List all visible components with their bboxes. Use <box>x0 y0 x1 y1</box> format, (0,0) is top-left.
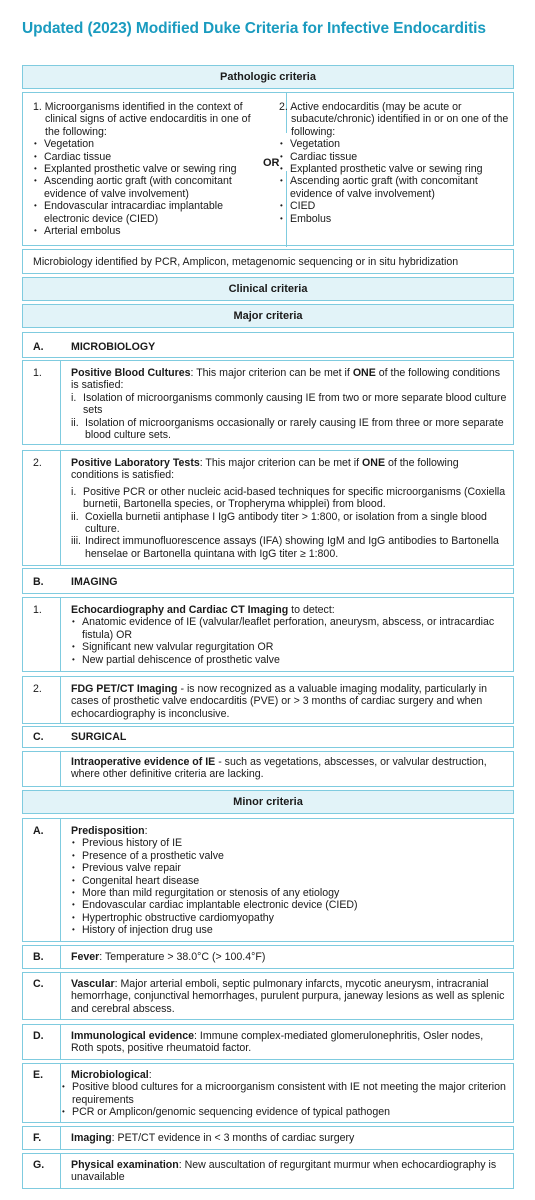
minor-a-text: : <box>144 825 148 837</box>
pathologic-right-item: • Vegetation <box>279 138 511 150</box>
a1-item-number: i. <box>71 391 77 404</box>
minor-e-list <box>61 1081 507 1118</box>
pathologic-right-item: • Cardiac tissue <box>279 151 511 163</box>
minor-e-row <box>22 1063 514 1123</box>
minor-d-text: : Immune complex-mediated glomerulonephritis, Osler nodes, Roth spots, positive rheumatoid factor. <box>71 1030 484 1055</box>
minor-f-text: : PET/CT evidence in < 3 months of cardiac surgery <box>111 1132 355 1144</box>
major-b1-row <box>22 597 514 672</box>
a2-item-text: Positive PCR or other nucleic acid-based techniques for specific microorganisms (Coxiella burnetii, Bartonella species, or Tropheryma whipplei) from blood. <box>83 485 506 511</box>
minor-d-row <box>22 1024 514 1060</box>
pathologic-right-item: • Embolus <box>279 213 511 225</box>
pathologic-left-intro: 1. Microorganisms identified in the context of clinical signs of active endocarditis in one of the following: <box>33 101 251 138</box>
page-title: Updated (2023) Modified Duke Criteria for Infective Endocarditis <box>22 20 486 37</box>
section-c-header <box>22 726 514 748</box>
minor-b-row <box>22 945 514 969</box>
a2-text: : This major criterion can be met if <box>199 457 363 469</box>
clinical-criteria-header <box>22 277 514 301</box>
minor-a-item: • Endovascular cardiac implantable electronic device (CIED) <box>71 899 507 911</box>
pathologic-left-column <box>33 101 265 237</box>
minor-a-item: • More than mild regurgitation or stenosis of any etiology <box>71 887 507 899</box>
minor-e-item: • PCR or Amplicon/genomic sequencing evidence of typical pathogen <box>61 1106 507 1118</box>
minor-a-item: • Congenital heart disease <box>71 875 507 887</box>
section-a-title: MICROBIOLOGY <box>71 341 156 353</box>
pathologic-right-item: • Explanted prosthetic valve or sewing ring <box>279 163 511 175</box>
b2-description <box>71 683 507 720</box>
minor-b-text: : Temperature > 38.0°C (> 100.4°F) <box>99 951 266 963</box>
c1-title: Intraoperative evidence of IE <box>71 756 216 768</box>
b1-title: Echocardiography and Cardiac CT Imaging <box>71 604 289 616</box>
a2-item-text: Indirect immunofluorescence assays (IFA) showing IgM and IgG antibodies to Bartonella henselae or Bartonella quintana with IgG titer ≥ 1:800. <box>85 535 499 560</box>
minor-b-letter: B. <box>23 946 61 968</box>
minor-e-item: • Positive blood cultures for a microorganism consistent with IE not meeting the major criterion requirements <box>61 1081 507 1106</box>
b1-list <box>71 616 507 666</box>
b1-description <box>71 604 507 616</box>
microbiology-note: Microbiology identified by PCR, Amplicon, metagenomic sequencing or in situ hybridization <box>33 256 459 268</box>
minor-a-row <box>22 818 514 942</box>
pathologic-left-item: • Ascending aortic graft (with concomitant evidence of valve involvement) <box>33 175 265 200</box>
b2-number: 2. <box>23 677 61 723</box>
minor-a-title: Predisposition <box>71 825 145 837</box>
minor-b-title: Fever <box>71 951 100 963</box>
major-c1-row <box>22 751 514 787</box>
minor-a-list <box>71 837 507 936</box>
minor-g-letter: G. <box>23 1154 61 1188</box>
a2-description <box>71 457 507 482</box>
section-b-header <box>22 568 514 594</box>
minor-f-row <box>22 1126 514 1150</box>
section-b-letter: B. <box>33 576 44 588</box>
pathologic-left-item: • Vegetation <box>33 138 265 150</box>
major-a2-row <box>22 450 514 566</box>
a2-item <box>71 535 507 560</box>
minor-c-text: : Major arterial emboli, septic pulmonary infarcts, mycotic aneurysm, intracranial hemorrhage, conjunctival hemorrhages, purulent purpura, janeway lesions as well as splenic and cerebral abscess. <box>71 978 505 1015</box>
minor-c-title: Vascular <box>71 978 115 990</box>
major-criteria-header <box>22 304 514 328</box>
minor-e-title: Microbiological <box>71 1069 149 1081</box>
pathologic-left-item: • Cardiac tissue <box>33 151 265 163</box>
c1-number-cell <box>23 752 61 786</box>
b2-text: - is now recognized as a valuable imaging modality, particularly in cases of prosthetic valve endocarditis (PVE) or > 3 months of cardiac surgery and when echocardiography is inconclusive. <box>71 683 488 720</box>
a2-list <box>71 486 507 560</box>
a1-description <box>71 367 507 392</box>
minor-g-text: : New auscultation of regurgitant murmur when echocardiography is unavailable <box>71 1159 497 1184</box>
or-label: OR <box>263 157 280 169</box>
minor-a-item: • Previous valve repair <box>71 862 507 874</box>
minor-criteria-header <box>22 790 514 814</box>
pathologic-left-list <box>33 138 265 237</box>
section-a-letter: A. <box>33 341 44 353</box>
c1-description <box>71 756 507 781</box>
a2-one: ONE <box>362 457 386 469</box>
b1-item: • Significant new valvular regurgitation OR <box>71 641 507 653</box>
pathologic-right-item: • CIED <box>279 200 511 212</box>
minor-a-item: • Hypertrophic obstructive cardiomyopathy <box>71 912 507 924</box>
b1-text: to detect: <box>288 604 335 616</box>
a1-item-number: ii. <box>71 416 79 429</box>
minor-f-letter: F. <box>23 1127 61 1149</box>
pathologic-right-item: • Ascending aortic graft (with concomitant evidence of valve involvement) <box>279 175 511 200</box>
major-a1-row <box>22 360 514 445</box>
pathologic-criteria-title: Pathologic criteria <box>220 71 316 83</box>
minor-g-title: Physical examination <box>71 1159 179 1171</box>
pathologic-left-item: • Arterial embolus <box>33 225 265 237</box>
minor-c-letter: C. <box>23 973 61 1019</box>
section-c-letter: C. <box>33 731 44 743</box>
a1-text2: of the following conditions is satisfied: <box>71 367 501 392</box>
microbiology-note-row <box>22 249 514 274</box>
section-c-title: SURGICAL <box>71 731 127 743</box>
clinical-criteria-title: Clinical criteria <box>228 283 308 295</box>
minor-g-row <box>22 1153 514 1189</box>
pathologic-left-item: • Explanted prosthetic valve or sewing ring <box>33 163 265 175</box>
a1-list <box>71 392 507 442</box>
a1-text: : This major criterion can be met if <box>190 367 353 379</box>
b1-item: • New partial dehiscence of prosthetic valve <box>71 654 507 666</box>
a2-item-number: i. <box>71 485 77 498</box>
a1-item-text: Isolation of microorganisms occasionally or rarely causing IE from three or more separate blood culture sets. <box>85 416 504 442</box>
pathologic-left-item: • Endovascular intracardiac implantable electronic device (CIED) <box>33 200 265 225</box>
minor-e-text: : <box>148 1069 152 1081</box>
a1-item-text: Isolation of microorganisms commonly causing IE from two or more separate blood culture sets <box>83 391 507 417</box>
b1-item: • Anatomic evidence of IE (valvular/leaflet perforation, aneurysm, abscess, or intracardiac fistula) OR <box>71 616 507 641</box>
pathologic-right-list <box>279 138 511 225</box>
a1-title: Positive Blood Cultures <box>71 367 191 379</box>
minor-criteria-title: Minor criteria <box>233 796 303 808</box>
minor-a-letter: A. <box>23 819 61 941</box>
a2-item <box>71 486 507 511</box>
a1-item <box>71 392 507 417</box>
minor-e-description <box>71 1069 507 1081</box>
b1-number: 1. <box>23 598 61 671</box>
a2-item <box>71 511 507 536</box>
a2-item-number: iii. <box>71 535 82 548</box>
minor-c-row <box>22 972 514 1020</box>
a1-number: 1. <box>23 361 61 444</box>
minor-d-title: Immunological evidence <box>71 1030 195 1042</box>
minor-a-item: • History of injection drug use <box>71 924 507 936</box>
pathologic-criteria-header <box>22 65 514 89</box>
minor-e-letter: E. <box>23 1064 61 1122</box>
section-b-title: IMAGING <box>71 576 118 588</box>
minor-f-title: Imaging <box>71 1132 112 1144</box>
pathologic-right-column <box>279 101 511 225</box>
major-b2-row <box>22 676 514 724</box>
pathologic-right-intro: 2. Active endocarditis (may be acute or subacute/chronic) identified in or on one of the following: <box>279 101 509 138</box>
a2-text2: of the following conditions is satisfied: <box>71 457 459 482</box>
a2-item-text: Coxiella burnetii antiphase I IgG antibody titer > 1:800, or isolation from a single blood culture. <box>85 510 487 536</box>
a2-title: Positive Laboratory Tests <box>71 457 200 469</box>
major-criteria-title: Major criteria <box>233 310 303 322</box>
a1-one: ONE <box>352 367 376 379</box>
a2-item-number: ii. <box>71 510 79 523</box>
pathologic-criteria-body <box>22 92 514 246</box>
section-a-header <box>22 332 514 358</box>
minor-a-description <box>71 825 507 837</box>
minor-a-item: • Previous history of IE <box>71 837 507 849</box>
a1-item <box>71 417 507 442</box>
minor-d-letter: D. <box>23 1025 61 1059</box>
c1-text: - such as vegetations, abscesses, or valvular destruction, where other definitive criteria are lacking. <box>71 756 487 781</box>
a2-number: 2. <box>23 451 61 565</box>
b2-title: FDG PET/CT Imaging <box>71 683 178 695</box>
minor-a-item: • Presence of a prosthetic valve <box>71 850 507 862</box>
